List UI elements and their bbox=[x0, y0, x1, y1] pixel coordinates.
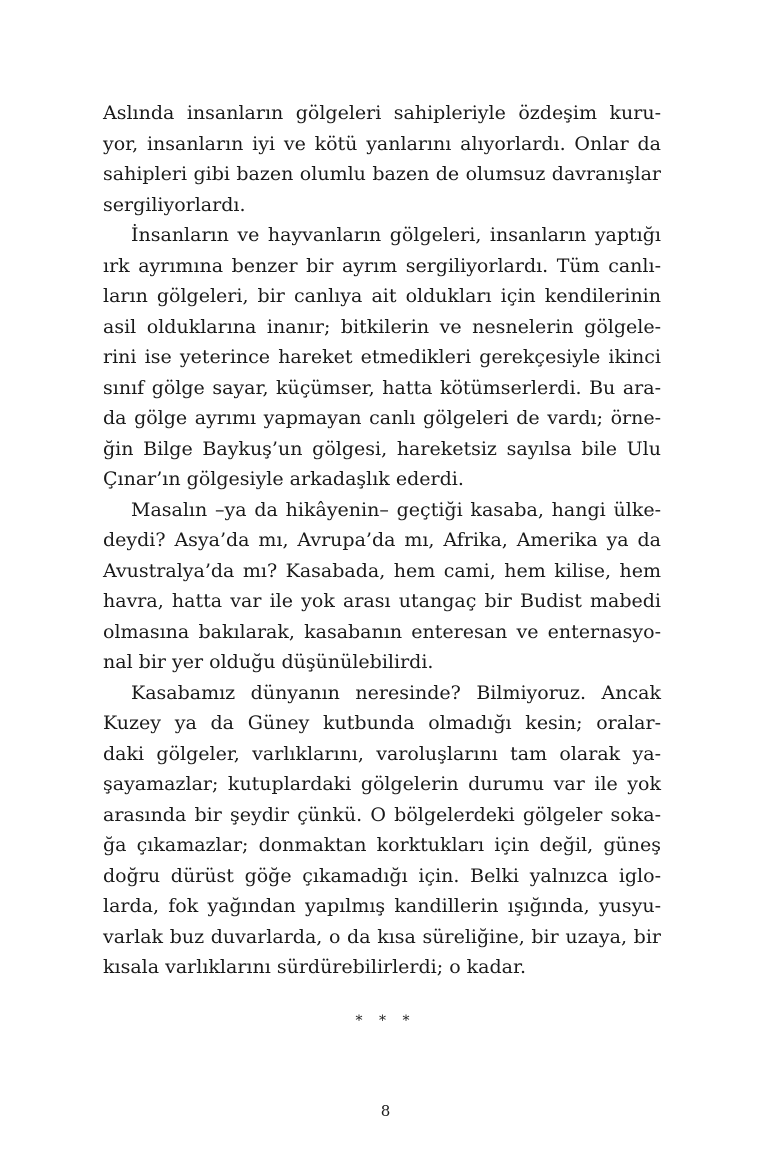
text-line: yor, insanların iyi ve kötü yanlarını alıyorlardı. Onlar da bbox=[103, 132, 661, 155]
text-line: asil olduklarına inanır; bitkilerin ve nesnelerin gölgele- bbox=[103, 315, 661, 338]
text-line: sınıf gölge sayar, küçümser, hatta kötümserlerdi. Bu ara- bbox=[103, 376, 661, 399]
text-line: daki gölgeler, varlıklarını, varoluşlarını tam olarak ya- bbox=[103, 742, 661, 765]
text-line: şayamazlar; kutuplardaki gölgelerin durumu var ile yok bbox=[103, 773, 661, 795]
paragraph-1 bbox=[103, 98, 661, 220]
section-separator: * * * bbox=[355, 1013, 416, 1029]
text-line: Kuzey ya da Güney kutbunda olmadığı kesin; oralar- bbox=[103, 712, 661, 734]
text-line: deydi? Asya’da mı, Avrupa’da mı, Afrika, Amerika ya da bbox=[103, 529, 661, 551]
text-line: ırk ayrımına benzer bir ayrım sergiliyorlardı. Tüm canlı- bbox=[103, 254, 661, 277]
text-line: ların gölgeleri, bir canlıya ait oldukları için kendilerinin bbox=[103, 285, 661, 307]
text-line: ğa çıkamazlar; donmaktan korktukları için değil, güneş bbox=[103, 834, 661, 856]
text-line: sergiliyorlardı. bbox=[103, 193, 246, 216]
text-line: ğin Bilge Baykuş’un gölgesi, hareketsiz sayılsa bile Ulu bbox=[103, 437, 661, 460]
text-line: havra, hatta var ile yok arası utangaç bir Budist mabedi bbox=[103, 590, 661, 612]
text-line: doğru dürüst göğe çıkamadığı için. Belki yalnızca iglo- bbox=[103, 864, 661, 887]
text-line: Kasabamız dünyanın neresinde? Bilmiyoruz. Ancak bbox=[131, 681, 661, 704]
text-line: da gölge ayrımı yapmayan canlı gölgeleri de vardı; örne- bbox=[103, 407, 661, 429]
text-line: Çınar’ın gölgesiyle arkadaşlık ederdi. bbox=[103, 468, 464, 490]
paragraph-4 bbox=[103, 678, 661, 983]
text-line: Masalın –ya da hikâyenin– geçtiği kasaba, hangi ülke- bbox=[131, 498, 661, 521]
paragraph-2 bbox=[103, 220, 661, 495]
text-line: İnsanların ve hayvanların gölgeleri, insanların yaptığı bbox=[131, 224, 661, 246]
book-page-text bbox=[103, 98, 661, 983]
text-line: varlak buz duvarlarda, o da kısa süreliğine, bir uzaya, bir bbox=[103, 925, 661, 948]
text-line: Avustralya’da mı? Kasabada, hem cami, hem kilise, hem bbox=[103, 559, 661, 582]
text-line: nal bir yer olduğu düşünülebilirdi. bbox=[103, 651, 434, 673]
page-number: 8 bbox=[380, 1102, 391, 1120]
text-line: kısala varlıklarını sürdürebilirlerdi; o kadar. bbox=[103, 956, 527, 978]
text-line: Aslında insanların gölgeleri sahipleriyle özdeşim kuru- bbox=[103, 102, 661, 124]
text-line: sahipleri gibi bazen olumlu bazen de olumsuz davranışlar bbox=[103, 163, 661, 185]
text-line: rini ise yeterince hareket etmedikleri gerekçesiyle ikinci bbox=[103, 346, 661, 368]
paragraph-3 bbox=[103, 495, 661, 678]
text-line: larda, fok yağından yapılmış kandillerin ışığında, yusyu- bbox=[103, 895, 661, 917]
text-line: olmasına bakılarak, kasabanın enteresan ve enternasyo- bbox=[103, 620, 661, 643]
text-line: arasında bir şeydir çünkü. O bölgelerdeki gölgeler soka- bbox=[103, 803, 661, 826]
